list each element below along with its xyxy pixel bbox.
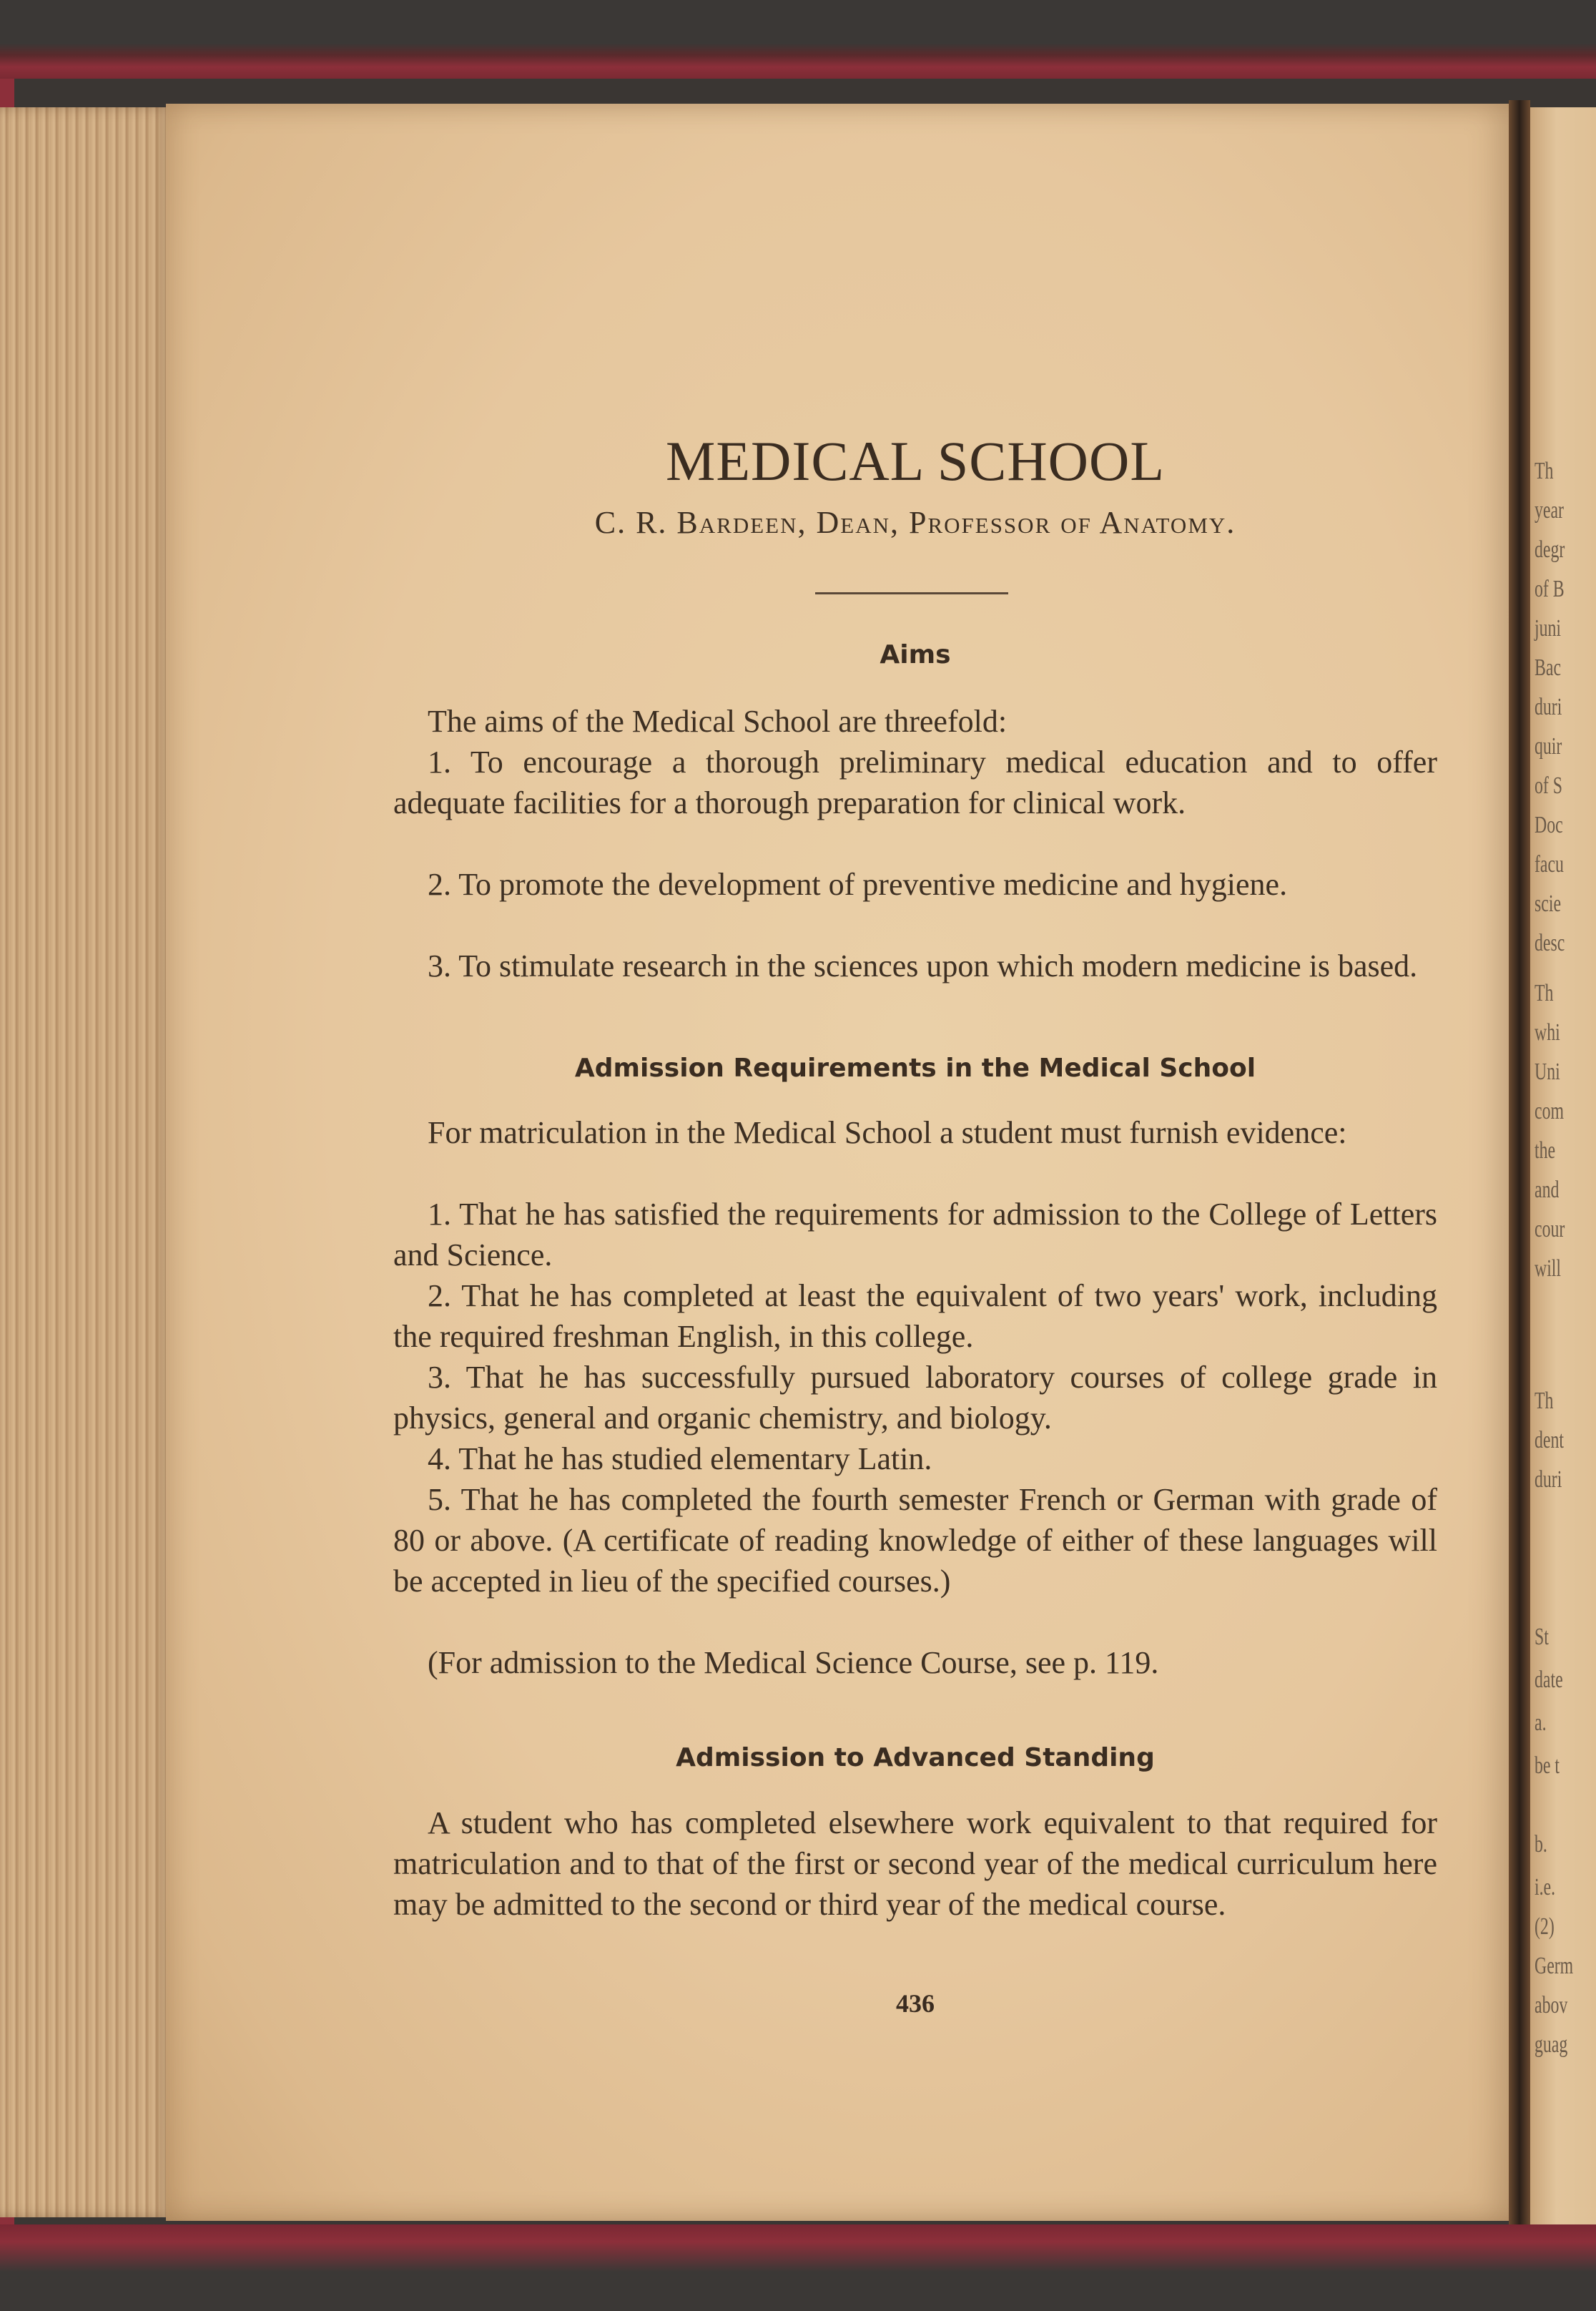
- facing-page-fragment: Germ: [1535, 1953, 1574, 1979]
- facing-page-fragment: whi: [1535, 1019, 1560, 1046]
- facing-page-fragment: (2): [1535, 1913, 1555, 1940]
- dean-role: Dean: [816, 505, 890, 540]
- facing-page-fragment: of S: [1535, 772, 1563, 799]
- facing-page-fragment: desc: [1535, 930, 1565, 956]
- section-heading-admission: Admission Requirements in the Medical School: [574, 1054, 1256, 1083]
- dean-end: .: [1226, 505, 1236, 540]
- section-heading-aims: Aims: [880, 640, 951, 669]
- facing-page-fragment: be t: [1535, 1752, 1560, 1779]
- dean-line: [393, 504, 1437, 541]
- admission-note: (For admission to the Medical Science Course, see p. 119.: [428, 1645, 1159, 1680]
- facing-page-fragment: b.: [1535, 1831, 1547, 1858]
- dean-title: Professor of Anatomy: [908, 505, 1227, 540]
- aims-item: 1. To encourage a thorough preliminary medical education and to offer adequate facilities for a thorough preparation for clinical work.: [393, 745, 1437, 820]
- section-heading-advanced: Admission to Advanced Standing: [676, 1743, 1155, 1772]
- admission-item: 5. That he has completed the fourth semester French or German with grade of 80 or above. (A certificate of reading knowledge of either of these languages will be accepted in lieu of the specified courses.): [393, 1482, 1437, 1599]
- facing-page-fragment: and: [1535, 1177, 1560, 1203]
- scan-background-top: [0, 0, 1596, 79]
- aims-item: 3. To stimulate research in the sciences upon which modern medicine is based.: [428, 948, 1418, 983]
- dean-sep: ,: [890, 505, 909, 540]
- facing-page-fragment: year: [1535, 497, 1564, 524]
- facing-page-fragment: date: [1535, 1667, 1563, 1693]
- page-title: MEDICAL SCHOOL: [666, 430, 1165, 492]
- admission-item: 2. That he has completed at least the equivalent of two years' work, including the required freshman English, in this college.: [393, 1278, 1437, 1354]
- page-number: 436: [896, 1989, 935, 2018]
- facing-page-fragment: will: [1535, 1255, 1562, 1282]
- facing-page-fragment: Bac: [1535, 654, 1562, 681]
- aims-item: 2. To promote the development of preventive medicine and hygiene.: [428, 867, 1288, 902]
- admission-item: 1. That he has satisfied the requirements for admission to the College of Letters and Science.: [393, 1197, 1437, 1272]
- aims-intro: The aims of the Medical School are threefold:: [428, 704, 1008, 739]
- dean-sep: ,: [797, 505, 817, 540]
- facing-page-fragment: facu: [1535, 851, 1564, 878]
- facing-page-fragment: Th: [1535, 458, 1554, 484]
- facing-page-fragment: abov: [1535, 1992, 1568, 2018]
- facing-page-fragment: com: [1535, 1098, 1564, 1124]
- dean-initials: C. R.: [594, 505, 677, 540]
- facing-page-fragment: juni: [1535, 615, 1562, 642]
- facing-page-fragment: Th: [1535, 1388, 1554, 1414]
- book-gutter: [1509, 100, 1530, 2224]
- facing-page-fragment: of B: [1535, 576, 1565, 602]
- admission-intro: For matriculation in the Medical School a student must furnish evidence:: [428, 1115, 1347, 1150]
- facing-page-edge: [1530, 107, 1596, 2224]
- scan-background-bottom: [0, 2224, 1596, 2311]
- facing-page-fragment: duri: [1535, 1466, 1562, 1493]
- facing-page-fragment: quir: [1535, 733, 1562, 760]
- facing-page-fragment: Th: [1535, 980, 1554, 1006]
- facing-page-fragment: i.e.: [1535, 1874, 1556, 1900]
- facing-page-fragment: St: [1535, 1624, 1549, 1650]
- facing-page-fragment: a.: [1535, 1709, 1547, 1736]
- page-edges: [0, 107, 172, 2217]
- admission-item: 3. That he has successfully pursued laboratory courses of college grade in physics, general and organic chemistry, and biology.: [393, 1360, 1437, 1436]
- facing-page-fragment: cour: [1535, 1216, 1565, 1242]
- facing-page-fragment: scie: [1535, 890, 1562, 917]
- facing-page-fragment: guag: [1535, 2031, 1568, 2058]
- facing-page-fragment: Doc: [1535, 812, 1563, 838]
- dean-name: Bardeen: [676, 505, 798, 540]
- admission-item: 4. That he has studied elementary Latin.: [428, 1441, 932, 1476]
- facing-page-fragment: the: [1535, 1137, 1556, 1164]
- facing-page-fragment: Uni: [1535, 1059, 1560, 1085]
- facing-page-fragment: degr: [1535, 536, 1565, 563]
- facing-page-fragment: duri: [1535, 694, 1562, 720]
- facing-page-fragment: dent: [1535, 1427, 1564, 1453]
- advanced-body: A student who has completed elsewhere work equivalent to that required for matriculation and to that of the first or second year of the medical curriculum here may be admitted to the second or third year of the medical course.: [393, 1805, 1437, 1922]
- title-divider: [815, 592, 1008, 594]
